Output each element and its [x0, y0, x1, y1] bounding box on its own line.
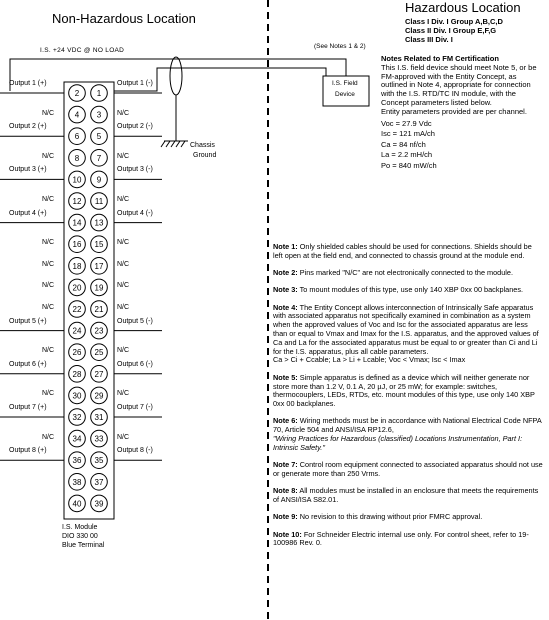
note-3: [273, 286, 543, 295]
terminal-label-left: Output 5 (+): [9, 317, 47, 325]
terminal-number: 5: [96, 132, 102, 142]
fm-param-voc: Voc = 27.9 Vdc: [381, 118, 432, 128]
note-text: To mount modules of this type, use only 140 XBP 0xx 00 backplanes.: [297, 285, 523, 295]
terminal-number: 31: [94, 413, 104, 422]
terminal-label-left: N/C: [42, 390, 55, 398]
note-9: [273, 513, 543, 522]
note-text: Wiring methods must be in accordance with National Electrical Code NFPA 70, Article 504 and ANSI/ISA RP12.6,: [273, 416, 542, 435]
module-label-3: Blue Terminal: [62, 542, 105, 549]
fm-param-isc: Isc = 121 mA/ch: [381, 129, 435, 139]
hazard-class-2: Class II Div. I Group E,F,G: [405, 26, 497, 35]
note-text: All modules must be installed in an enclosure that meets the requirements of ANSI/ISA S82.01.: [273, 486, 539, 505]
note-10: [273, 531, 543, 549]
note-text: No revision to this drawing without prior FMRC approval.: [297, 512, 483, 522]
fm-entity-intro: Entity parameters provided are per channel.: [381, 106, 527, 116]
terminal-label-left: Output 4 (+): [9, 209, 47, 217]
terminal-label-right: Output 1 (-): [117, 80, 153, 87]
terminal-number: 35: [94, 456, 104, 466]
chassis-ground-label-2: Ground: [193, 152, 217, 159]
terminal-number: 20: [72, 283, 82, 293]
note-label: Note 2:: [273, 268, 298, 278]
terminal-number: 14: [72, 218, 82, 228]
note-4: [273, 304, 543, 366]
terminal-number: 4: [74, 110, 80, 120]
terminal-label-right: Output 5 (-): [117, 317, 153, 325]
terminal-number: 27: [94, 369, 104, 379]
note-text: Only shielded cables should be used for connections. Shields should be left open at the field end, and connected to chassis ground at the module end.: [273, 242, 532, 260]
terminal-number: 7: [96, 153, 102, 163]
note-label: Note 6:: [273, 416, 298, 426]
note-8: [273, 487, 543, 505]
terminal-label-left: N/C: [42, 282, 55, 290]
terminal-number: 21: [94, 305, 104, 314]
fm-text: This I.S. field device should meet Note 5, or be FM-approved with the Entity Concept, as outlined in Note 4, appropriate for connection with the I.S. RTD/TC IN module, with the Concept parameters listed below.: [381, 62, 537, 107]
hazardous-location-title: Hazardous Location: [405, 0, 521, 15]
note-label: Note 4:: [273, 302, 298, 312]
ground-hatch: [161, 141, 185, 147]
field-device-label-2: Device: [335, 91, 355, 98]
terminal-label-right: N/C: [117, 304, 130, 311]
terminal-label-right: N/C: [117, 196, 130, 203]
note-text: Control room equipment connected to associated apparatus should not use or generate more than 250 Vrms.: [273, 460, 543, 478]
terminal-label-left: Output 3 (+): [9, 166, 47, 174]
terminal-number: 30: [72, 391, 82, 401]
module-label-2: DIO 330 00: [62, 533, 98, 540]
terminal-number: 16: [72, 240, 82, 250]
chassis-ground-label-1: Chassis: [190, 142, 215, 149]
non-hazardous-location-title: Non-Hazardous Location: [52, 11, 196, 26]
terminal-label-left: Output 6 (+): [9, 360, 47, 368]
note-text: The Entity Concept allows interconnection of Intrinsically Safe apparatus with associated apparatus not specifically examined in combination as a system when the approved values of Voc and Isc for the associated apparatus are less than or equal to Vmax and Imax for the I.S. apparatus, and the approved values of Ca and La for the associated apparatus must be equal to or greater than Ci and Li for the I.S. apparatus, plus all cable parameters.: [273, 302, 539, 356]
terminal-number: 26: [72, 348, 82, 358]
note-italic: "Wiring Practices for Hazardous (classified) Locations Instrumentation, Part I: Intrinsic Safety.": [273, 434, 523, 452]
terminal-label-right: N/C: [117, 109, 130, 117]
terminal-label-left: N/C: [42, 433, 55, 441]
terminal-number: 9: [96, 175, 102, 185]
fm-param-ca: Ca = 84 nf/ch: [381, 139, 426, 149]
note-label: Note 5:: [273, 372, 298, 382]
terminal-number: 19: [94, 283, 104, 293]
fm-param-po: Po = 840 mW/ch: [381, 160, 437, 170]
note-text: Pins marked "N/C" are not electronically connected to the module.: [297, 268, 514, 278]
note-label: Note 1:: [273, 242, 298, 251]
terminal-number: 29: [94, 391, 104, 401]
terminal-label-left: Output 8 (+): [9, 447, 47, 455]
terminal-label-left: N/C: [42, 304, 55, 311]
fm-param-la: La = 2.2 mH/ch: [381, 150, 433, 160]
terminal-number: 2: [74, 89, 80, 98]
terminal-label-left: Output 7 (+): [9, 404, 47, 411]
terminal-number: 40: [72, 499, 82, 509]
note-6: [273, 417, 543, 452]
hazard-class-3: Class III Div. I: [405, 35, 453, 44]
note-7: [273, 461, 543, 479]
terminal-label-left: N/C: [42, 152, 55, 160]
terminal-number: 17: [94, 261, 104, 271]
terminal-label-right: Output 8 (-): [117, 447, 153, 455]
cable-shield: [170, 57, 182, 95]
terminal-label-right: N/C: [117, 347, 130, 355]
terminal-label-right: Output 4 (-): [117, 209, 153, 217]
terminal-label-left: N/C: [42, 347, 55, 355]
terminal-label-left: N/C: [42, 239, 55, 247]
terminal-number: 38: [72, 477, 82, 487]
terminal-number: 15: [94, 240, 104, 250]
notes-section: [273, 243, 543, 557]
terminal-number: 36: [72, 456, 82, 466]
note-text: Simple apparatus is defined as a device which will neither generate nor store more than 1.2 V, 0.1 A, 20 µJ, or 25 mW; for example: switches, thermocouplers, LEDs, RTDs, etc. mount modules of this type, use only 140 XBP 0xx 00 backplanes.: [273, 372, 535, 409]
note-label: Note 8:: [273, 486, 298, 496]
terminal-label-right: Output 6 (-): [117, 360, 153, 368]
terminal-label-right: N/C: [117, 282, 130, 290]
field-wire-plus: [10, 59, 346, 91]
terminal-label-right: N/C: [117, 390, 130, 398]
terminal-number: 34: [72, 434, 82, 444]
terminal-number: 10: [72, 175, 82, 185]
terminal-label-right: N/C: [117, 260, 130, 268]
terminal-number: 11: [94, 197, 104, 206]
terminal-number: 12: [72, 197, 82, 206]
terminal-label-right: Output 3 (-): [117, 166, 153, 174]
note-text: For Schneider Electric internal use only. For control sheet, refer to 19-100986 Rev. 0.: [273, 529, 529, 548]
terminal-number: 8: [74, 153, 80, 163]
note-label: Note 7:: [273, 460, 298, 470]
terminal-label-left: Output 1 (+): [9, 80, 47, 87]
note-1: [273, 243, 543, 261]
note-formula: Ca > Ci + Ccable; La > Li + Lcable; Voc < Vmax; Isc < Imax: [273, 355, 466, 365]
see-notes-label: (See Notes 1 & 2): [314, 43, 366, 50]
terminal-number: 37: [94, 477, 104, 487]
terminal-label-left: N/C: [42, 260, 55, 268]
terminal-number: 28: [72, 369, 82, 379]
terminal-label-left: Output 2 (+): [9, 123, 47, 131]
terminal-label-left: N/C: [42, 196, 55, 203]
terminal-number: 13: [94, 218, 104, 228]
hazard-class-1: Class I Div. I Group A,B,C,D: [405, 17, 503, 26]
note-label: Note 3:: [273, 285, 298, 295]
module-label-1: I.S. Module: [62, 524, 98, 531]
fm-certification-block: [381, 55, 541, 171]
terminal-number: 22: [72, 305, 82, 314]
terminal-number: 6: [74, 132, 80, 142]
terminal-number: 25: [94, 348, 104, 358]
note-2: [273, 269, 543, 278]
fm-heading: Notes Related to FM Certification: [381, 54, 499, 63]
terminal-label-right: N/C: [117, 433, 130, 441]
terminal-number: 1: [96, 89, 102, 98]
terminal-number: 39: [94, 499, 104, 509]
terminal-number: 33: [94, 434, 104, 444]
note-label: Note 9:: [273, 512, 298, 522]
terminal-number: 24: [72, 326, 82, 336]
terminal-label-right: N/C: [117, 239, 130, 247]
supply-voltage-label: I.S. +24 VDC @ NO LOAD: [40, 47, 125, 54]
terminal-label-right: Output 2 (-): [117, 123, 153, 131]
terminal-label-left: N/C: [42, 109, 55, 117]
terminal-number: 23: [94, 326, 104, 336]
terminal-label-right: N/C: [117, 152, 130, 160]
note-5: [273, 374, 543, 409]
terminal-number: 3: [96, 110, 102, 120]
field-device-label-1: I.S. Field: [332, 80, 358, 87]
note-label: Note 10:: [273, 529, 302, 539]
terminal-label-right: Output 7 (-): [117, 404, 153, 411]
terminal-number: 18: [72, 261, 82, 271]
terminal-number: 32: [72, 413, 82, 422]
